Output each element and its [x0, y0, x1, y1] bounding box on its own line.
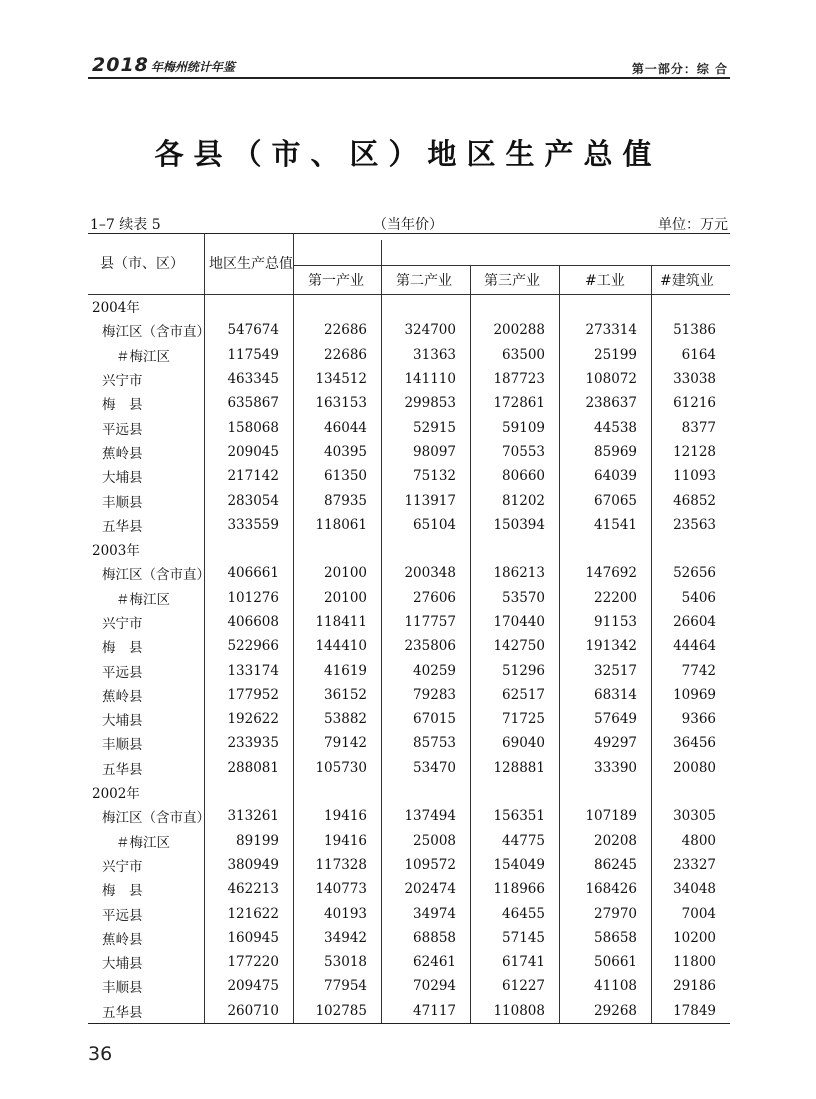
value-cell: 177952 [227, 686, 279, 703]
value-cell: 10200 [673, 929, 717, 946]
value-cell: 23327 [673, 856, 717, 873]
value-cell: 109572 [404, 856, 456, 873]
value-cell: 27606 [413, 589, 456, 606]
value-cell: 10969 [673, 686, 717, 703]
value-cell: 186213 [493, 565, 545, 582]
value-cell: 53470 [413, 759, 456, 776]
region-name: 大埔县 [102, 470, 143, 487]
table-row [88, 367, 730, 391]
value-cell: 47117 [413, 1002, 456, 1019]
region-name: 蕉岭县 [102, 931, 143, 948]
region-name: 大埔县 [102, 956, 143, 973]
value-cell: 61216 [673, 395, 717, 412]
value-cell: 44464 [673, 638, 717, 655]
value-cell: 191342 [585, 638, 637, 655]
header-sub-rule [293, 265, 730, 266]
value-cell: 34048 [673, 881, 717, 898]
value-cell: 333559 [227, 516, 279, 533]
value-cell: 71725 [502, 711, 545, 728]
value-cell: 406608 [227, 614, 279, 630]
value-cell: 160945 [227, 929, 279, 946]
value-cell: 7742 [681, 662, 717, 679]
region-name: 丰顺县 [102, 980, 143, 997]
value-cell: 105730 [315, 759, 367, 776]
value-cell: 209475 [227, 978, 279, 995]
value-cell: 29268 [594, 1002, 637, 1019]
value-cell: 19416 [324, 808, 367, 825]
region-name: 五华县 [102, 518, 143, 535]
value-cell: 80660 [502, 468, 545, 485]
value-cell: 118061 [315, 516, 367, 533]
year-label: 2002年 [92, 786, 140, 803]
value-cell: 7004 [681, 905, 717, 922]
col-header-industry: #工业 [585, 273, 625, 289]
value-cell: 547674 [227, 322, 279, 339]
value-cell: 98097 [413, 443, 456, 460]
value-cell: 260710 [227, 1002, 279, 1019]
value-cell: 81202 [502, 492, 545, 509]
table-id: 1–7 续表 5 [90, 217, 161, 233]
col-header-construction: #建筑业 [660, 273, 714, 289]
book-year: 2018 [92, 54, 149, 76]
value-cell: 117328 [315, 856, 367, 873]
table-row [88, 731, 730, 755]
value-cell: 41108 [594, 978, 637, 995]
value-cell: 168426 [585, 881, 637, 898]
value-cell: 69040 [502, 735, 545, 752]
value-cell: 324700 [404, 322, 456, 339]
value-cell: 19416 [324, 832, 367, 849]
value-cell: 61741 [502, 954, 545, 971]
value-cell: 313261 [227, 808, 279, 825]
value-cell: 70294 [413, 978, 456, 995]
value-cell: 118966 [493, 881, 545, 898]
table-row [88, 634, 730, 658]
value-cell: 22200 [594, 589, 637, 606]
value-cell: 163153 [315, 395, 367, 412]
table-row [88, 610, 730, 634]
value-cell: 233935 [227, 735, 279, 752]
region-name: 梅江区（含市直） [102, 324, 210, 341]
value-cell: 6164 [681, 346, 717, 363]
header-rule [88, 77, 730, 79]
year-row [88, 537, 730, 561]
value-cell: 110808 [493, 1002, 545, 1019]
value-cell: 64039 [594, 468, 637, 485]
value-cell: 61350 [324, 468, 367, 485]
value-cell: 63500 [502, 346, 545, 363]
year-row [88, 780, 730, 804]
table-row [88, 901, 730, 925]
value-cell: 406661 [227, 565, 279, 582]
region-name: 五华县 [102, 761, 143, 778]
value-cell: 91153 [594, 614, 637, 630]
col-header-secondary: 第二产业 [396, 273, 452, 289]
value-cell: 89199 [236, 832, 279, 849]
value-cell: 57649 [594, 711, 637, 728]
region-name: 蕉岭县 [102, 445, 143, 462]
region-name: 平远县 [102, 907, 143, 924]
value-cell: 77954 [324, 978, 367, 995]
value-cell: 8377 [681, 419, 717, 436]
value-cell: 20080 [673, 759, 717, 776]
table-row [88, 707, 730, 731]
value-cell: 288081 [227, 759, 279, 776]
value-cell: 4800 [681, 832, 717, 849]
year-label: 2004年 [92, 300, 140, 317]
table-row [88, 877, 730, 901]
page-number: 36 [88, 1043, 113, 1065]
value-cell: 11800 [673, 954, 717, 971]
region-name: 梅 县 [102, 397, 143, 414]
value-cell: 23563 [673, 516, 717, 533]
value-cell: 158068 [227, 419, 279, 436]
value-cell: 217142 [227, 468, 279, 485]
value-cell: 150394 [493, 516, 545, 533]
value-cell: 33038 [673, 371, 717, 388]
value-cell: 26604 [673, 614, 717, 630]
value-cell: 67015 [413, 711, 456, 728]
book-header [92, 54, 235, 76]
value-cell: 118411 [315, 614, 367, 630]
gdp-table-body [88, 294, 730, 1023]
col-header-gdp: 地区生产总值 [209, 256, 293, 272]
value-cell: 40193 [324, 905, 367, 922]
value-cell: 192622 [227, 711, 279, 728]
table-row [88, 464, 730, 488]
value-cell: 59109 [502, 419, 545, 436]
value-cell: 79142 [324, 735, 367, 752]
value-cell: 113917 [404, 492, 456, 509]
value-cell: 49297 [594, 735, 637, 752]
table-row [88, 926, 730, 950]
value-cell: 52656 [673, 565, 717, 582]
table-row [88, 950, 730, 974]
value-cell: 51386 [673, 322, 717, 339]
value-cell: 67065 [594, 492, 637, 509]
value-cell: 32517 [594, 662, 637, 679]
value-cell: 20208 [594, 832, 637, 849]
value-cell: 200288 [493, 322, 545, 339]
value-cell: 36152 [324, 686, 367, 703]
col-header-region: 县（市、区） [100, 256, 184, 272]
value-cell: 5406 [681, 589, 717, 606]
value-cell: 52915 [413, 419, 456, 436]
table-row [88, 804, 730, 828]
value-cell: 61227 [502, 978, 545, 995]
value-cell: 46455 [502, 905, 545, 922]
value-cell: 128881 [493, 759, 545, 776]
value-cell: 22686 [324, 322, 367, 339]
region-name: 平远县 [102, 421, 143, 438]
value-cell: 57145 [502, 929, 545, 946]
gdp-table [88, 294, 730, 1023]
value-cell: 102785 [315, 1002, 367, 1019]
value-cell: 141110 [404, 371, 456, 388]
value-cell: 68858 [413, 929, 456, 946]
value-cell: 41619 [324, 662, 367, 679]
region-name: 丰顺县 [102, 737, 143, 754]
table-row [88, 513, 730, 537]
value-cell: 17849 [673, 1002, 717, 1019]
unit-label: 单位：万元 [658, 217, 728, 233]
value-cell: 200348 [404, 565, 456, 582]
value-cell: 380949 [227, 856, 279, 873]
table-row [88, 586, 730, 610]
region-name: ＃梅江区 [116, 834, 170, 851]
value-cell: 31363 [413, 346, 456, 363]
value-cell: 235806 [404, 638, 456, 655]
value-cell: 635867 [227, 395, 279, 412]
value-cell: 86245 [594, 856, 637, 873]
value-cell: 147692 [585, 565, 637, 582]
value-cell: 144410 [315, 638, 367, 655]
region-name: 丰顺县 [102, 494, 143, 511]
table-row [88, 343, 730, 367]
table-row [88, 658, 730, 682]
region-name: 梅江区（含市直） [102, 567, 210, 584]
value-cell: 40259 [413, 662, 456, 679]
region-name: 梅江区（含市直） [102, 810, 210, 827]
value-cell: 62517 [502, 686, 545, 703]
col-header-tertiary: 第三产业 [484, 273, 540, 289]
value-cell: 44775 [502, 832, 545, 849]
table-row [88, 756, 730, 780]
price-note: （当年价） [373, 217, 443, 233]
value-cell: 463345 [227, 371, 279, 388]
value-cell: 62461 [413, 954, 456, 971]
value-cell: 20100 [324, 565, 367, 582]
section-label: 第一部分：综 合 [631, 62, 728, 76]
value-cell: 53882 [324, 711, 367, 728]
value-cell: 134512 [315, 371, 367, 388]
value-cell: 283054 [227, 492, 279, 509]
value-cell: 36456 [673, 735, 717, 752]
region-name: ＃梅江区 [116, 348, 170, 365]
value-cell: 522966 [227, 638, 279, 655]
value-cell: 11093 [673, 468, 717, 485]
region-name: 蕉岭县 [102, 688, 143, 705]
value-cell: 46852 [673, 492, 717, 509]
value-cell: 117549 [227, 346, 279, 363]
value-cell: 22686 [324, 346, 367, 363]
table-row [88, 488, 730, 512]
value-cell: 70553 [502, 443, 545, 460]
value-cell: 117757 [404, 614, 456, 630]
col-header-primary: 第一产业 [308, 273, 364, 289]
value-cell: 33390 [594, 759, 637, 776]
region-name: 五华县 [102, 1004, 143, 1021]
table-top-rule [88, 233, 730, 234]
value-cell: 140773 [315, 881, 367, 898]
value-cell: 20100 [324, 589, 367, 606]
value-cell: 108072 [585, 371, 637, 388]
value-cell: 58658 [594, 929, 637, 946]
table-bottom-rule [88, 1023, 730, 1024]
region-name: 梅 县 [102, 640, 143, 657]
table-row [88, 829, 730, 853]
value-cell: 53570 [502, 589, 545, 606]
value-cell: 154049 [493, 856, 545, 873]
value-cell: 133174 [227, 662, 279, 679]
value-cell: 187723 [493, 371, 545, 388]
value-cell: 137494 [404, 808, 456, 825]
value-cell: 46044 [324, 419, 367, 436]
value-cell: 29186 [673, 978, 717, 995]
value-cell: 30305 [673, 808, 717, 825]
value-cell: 172861 [493, 395, 545, 412]
region-name: 兴宁市 [102, 373, 143, 390]
region-name: 平远县 [102, 664, 143, 681]
value-cell: 53018 [324, 954, 367, 971]
value-cell: 209045 [227, 443, 279, 460]
value-cell: 238637 [585, 395, 637, 412]
value-cell: 142750 [493, 638, 545, 655]
value-cell: 25008 [413, 832, 456, 849]
value-cell: 85969 [594, 443, 637, 460]
value-cell: 170440 [493, 614, 545, 630]
year-label: 2003年 [92, 543, 140, 560]
value-cell: 9366 [681, 711, 717, 728]
value-cell: 87935 [324, 492, 367, 509]
region-name: 大埔县 [102, 713, 143, 730]
table-row [88, 318, 730, 342]
value-cell: 121622 [227, 905, 279, 922]
value-cell: 50661 [594, 954, 637, 971]
region-name: 兴宁市 [102, 616, 143, 632]
value-cell: 156351 [493, 808, 545, 825]
table-row [88, 974, 730, 998]
page-title: 各县（市、区）地区生产总值 [154, 137, 662, 171]
value-cell: 12128 [673, 443, 717, 460]
value-cell: 44538 [594, 419, 637, 436]
table-row [88, 391, 730, 415]
value-cell: 68314 [594, 686, 637, 703]
value-cell: 101276 [227, 589, 279, 606]
book-name: 年梅州统计年鉴 [150, 60, 235, 74]
region-name: ＃梅江区 [116, 591, 170, 608]
value-cell: 65104 [413, 516, 456, 533]
value-cell: 25199 [594, 346, 637, 363]
value-cell: 299853 [404, 395, 456, 412]
value-cell: 40395 [324, 443, 367, 460]
year-row [88, 294, 730, 318]
value-cell: 177220 [227, 954, 279, 971]
value-cell: 34974 [413, 905, 456, 922]
value-cell: 34942 [324, 929, 367, 946]
table-row [88, 415, 730, 439]
value-cell: 51296 [502, 662, 545, 679]
value-cell: 273314 [585, 322, 637, 339]
value-cell: 462213 [227, 881, 279, 898]
table-row [88, 561, 730, 585]
region-name: 梅 县 [102, 883, 143, 900]
value-cell: 202474 [404, 881, 456, 898]
value-cell: 85753 [413, 735, 456, 752]
table-row [88, 999, 730, 1023]
region-name: 兴宁市 [102, 858, 143, 875]
value-cell: 27970 [594, 905, 637, 922]
table-row [88, 683, 730, 707]
value-cell: 79283 [413, 686, 456, 703]
value-cell: 41541 [594, 516, 637, 533]
value-cell: 75132 [413, 468, 456, 485]
table-row [88, 853, 730, 877]
table-row [88, 440, 730, 464]
value-cell: 107189 [585, 808, 637, 825]
